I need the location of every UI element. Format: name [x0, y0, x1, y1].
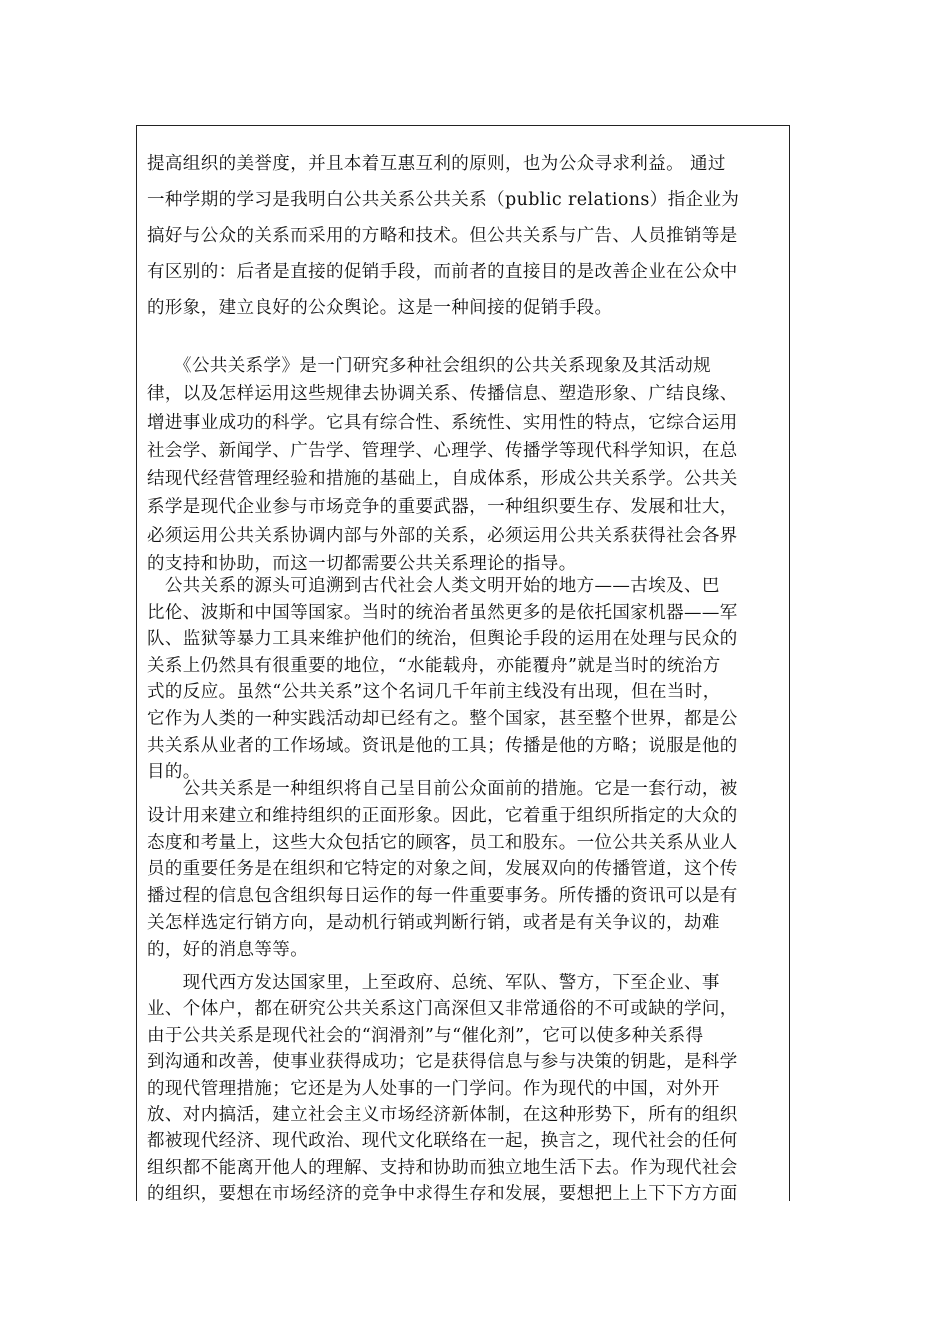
text-line: 的现代管理措施；它还是为人处事的一门学问。作为现代的中国，对外开: [147, 1078, 720, 1099]
text-line: 它作为人类的一种实践活动却已经有之。整个国家，甚至整个世界，都是公: [147, 708, 738, 729]
paragraph-4: [147, 776, 777, 964]
text-line: 的支持和协助，而这一切都需要公共关系理论的指导。: [147, 554, 577, 575]
text-line: 业、个体户，都在研究公共关系这门高深但又非常通俗的不可或缺的学问，: [147, 999, 738, 1020]
text-line: 律，以及怎样运用这些规律去协调关系、传播信息、塑造形象、广结良缘、: [147, 384, 738, 405]
text-line: 社会学、新闻学、广告学、管理学、心理学、传播学等现代科学知识，在总: [147, 440, 738, 461]
text-line: 公共关系的源头可追溯到古代社会人类文明开始的地方——古埃及、巴: [147, 576, 720, 596]
text-line: 比伦、波斯和中国等国家。当时的统治者虽然更多的是依托国家机器——军: [147, 602, 738, 623]
paragraph-1: [147, 146, 777, 326]
text-line: 的形象，建立良好的公众舆论。这是一种间接的促销手段。: [147, 298, 613, 318]
text-line: 设计用来建立和维持组织的正面形象。因此，它着重于组织所指定的大众的: [147, 805, 738, 826]
text-line: 系学是现代企业参与市场竞争的重要武器，一种组织要生存、发展和壮大，: [147, 497, 738, 518]
paragraph-3: [147, 573, 777, 786]
text-line: 目的。: [147, 762, 201, 783]
text-line: 组织都不能离开他人的理解、支持和协助而独立地生活下去。作为现代社会: [147, 1157, 738, 1178]
paragraph-5: [147, 970, 777, 1208]
text-line: 关系上仍然具有很重要的地位，“水能载舟，亦能覆舟”就是当时的统治方: [147, 655, 721, 676]
text-line: 播过程的信息包含组织每日运作的每一件重要事务。所传播的资讯可以是有: [147, 886, 738, 907]
text-line: 都被现代经济、现代政治、现代文化联络在一起，换言之，现代社会的任何: [147, 1131, 738, 1152]
text-line: 由于公共关系是现代社会的“润滑剂”与“催化剂”，它可以使多种关系得: [147, 1025, 704, 1046]
text-line: 共关系从业者的工作场域。资讯是他的工具；传播是他的方略；说服是他的: [147, 735, 738, 756]
text-line: 提高组织的美誉度，并且本着互惠互利的原则，也为公众寻求利益。 通过: [147, 154, 726, 174]
text-line: 《公共关系学》是一门研究多种社会组织的公共关系现象及其活动规: [147, 356, 712, 376]
text-line: 一种学期的学习是我明白公共关系公共关系（public relations）指企业为: [147, 190, 740, 210]
text-line: 的组织，要想在市场经济的竞争中求得生存和发展，要想把上上下下方方面: [147, 1184, 738, 1205]
text-line: 的，好的消息等等。: [147, 939, 309, 960]
text-line: 放、对内搞活，建立社会主义市场经济新体制，在这种形势下，所有的组织: [147, 1105, 738, 1126]
text-line: 有区别的：后者是直接的促销手段，而前者的直接目的是改善企业在公众中: [147, 262, 738, 282]
text-line: 结现代经营管理经验和措施的基础上，自成体系，形成公共关系学。公共关: [147, 469, 738, 490]
text-line: 必须运用公共关系协调内部与外部的关系，必须运用公共关系获得社会各界: [147, 525, 738, 546]
text-line: 现代西方发达国家里，上至政府、总统、军队、警方，下至企业、事: [147, 973, 720, 993]
text-line: 到沟通和改善，使事业获得成功；它是获得信息与参与决策的钥匙，是科学: [147, 1052, 738, 1073]
text-line: 公共关系是一种组织将自己呈目前公众面前的措施。它是一套行动，被: [147, 779, 738, 799]
text-line: 增进事业成功的科学。它具有综合性、系统性、实用性的特点，它综合运用: [147, 412, 738, 433]
text-line: 队、监狱等暴力工具来维护他们的统治，但舆论手段的运用在处理与民众的: [147, 629, 738, 650]
text-line: 式的反应。虽然“公共关系”这个名词几千年前主线没有出现，但在当时，: [147, 682, 721, 703]
text-line: 关怎样选定行销方向，是动机行销或判断行销，或者是有关争议的，劫难: [147, 912, 720, 933]
text-line: 态度和考量上，这些大众包括它的顾客，员工和股东。一位公共关系从业人: [147, 832, 738, 853]
text-line: 搞好与公众的关系而采用的方略和技术。但公共关系与广告、人员推销等是: [147, 226, 738, 246]
text-line: 员的重要任务是在组织和它特定的对象之间，发展双向的传播管道，这个传: [147, 859, 738, 880]
paragraph-2: [147, 352, 777, 578]
